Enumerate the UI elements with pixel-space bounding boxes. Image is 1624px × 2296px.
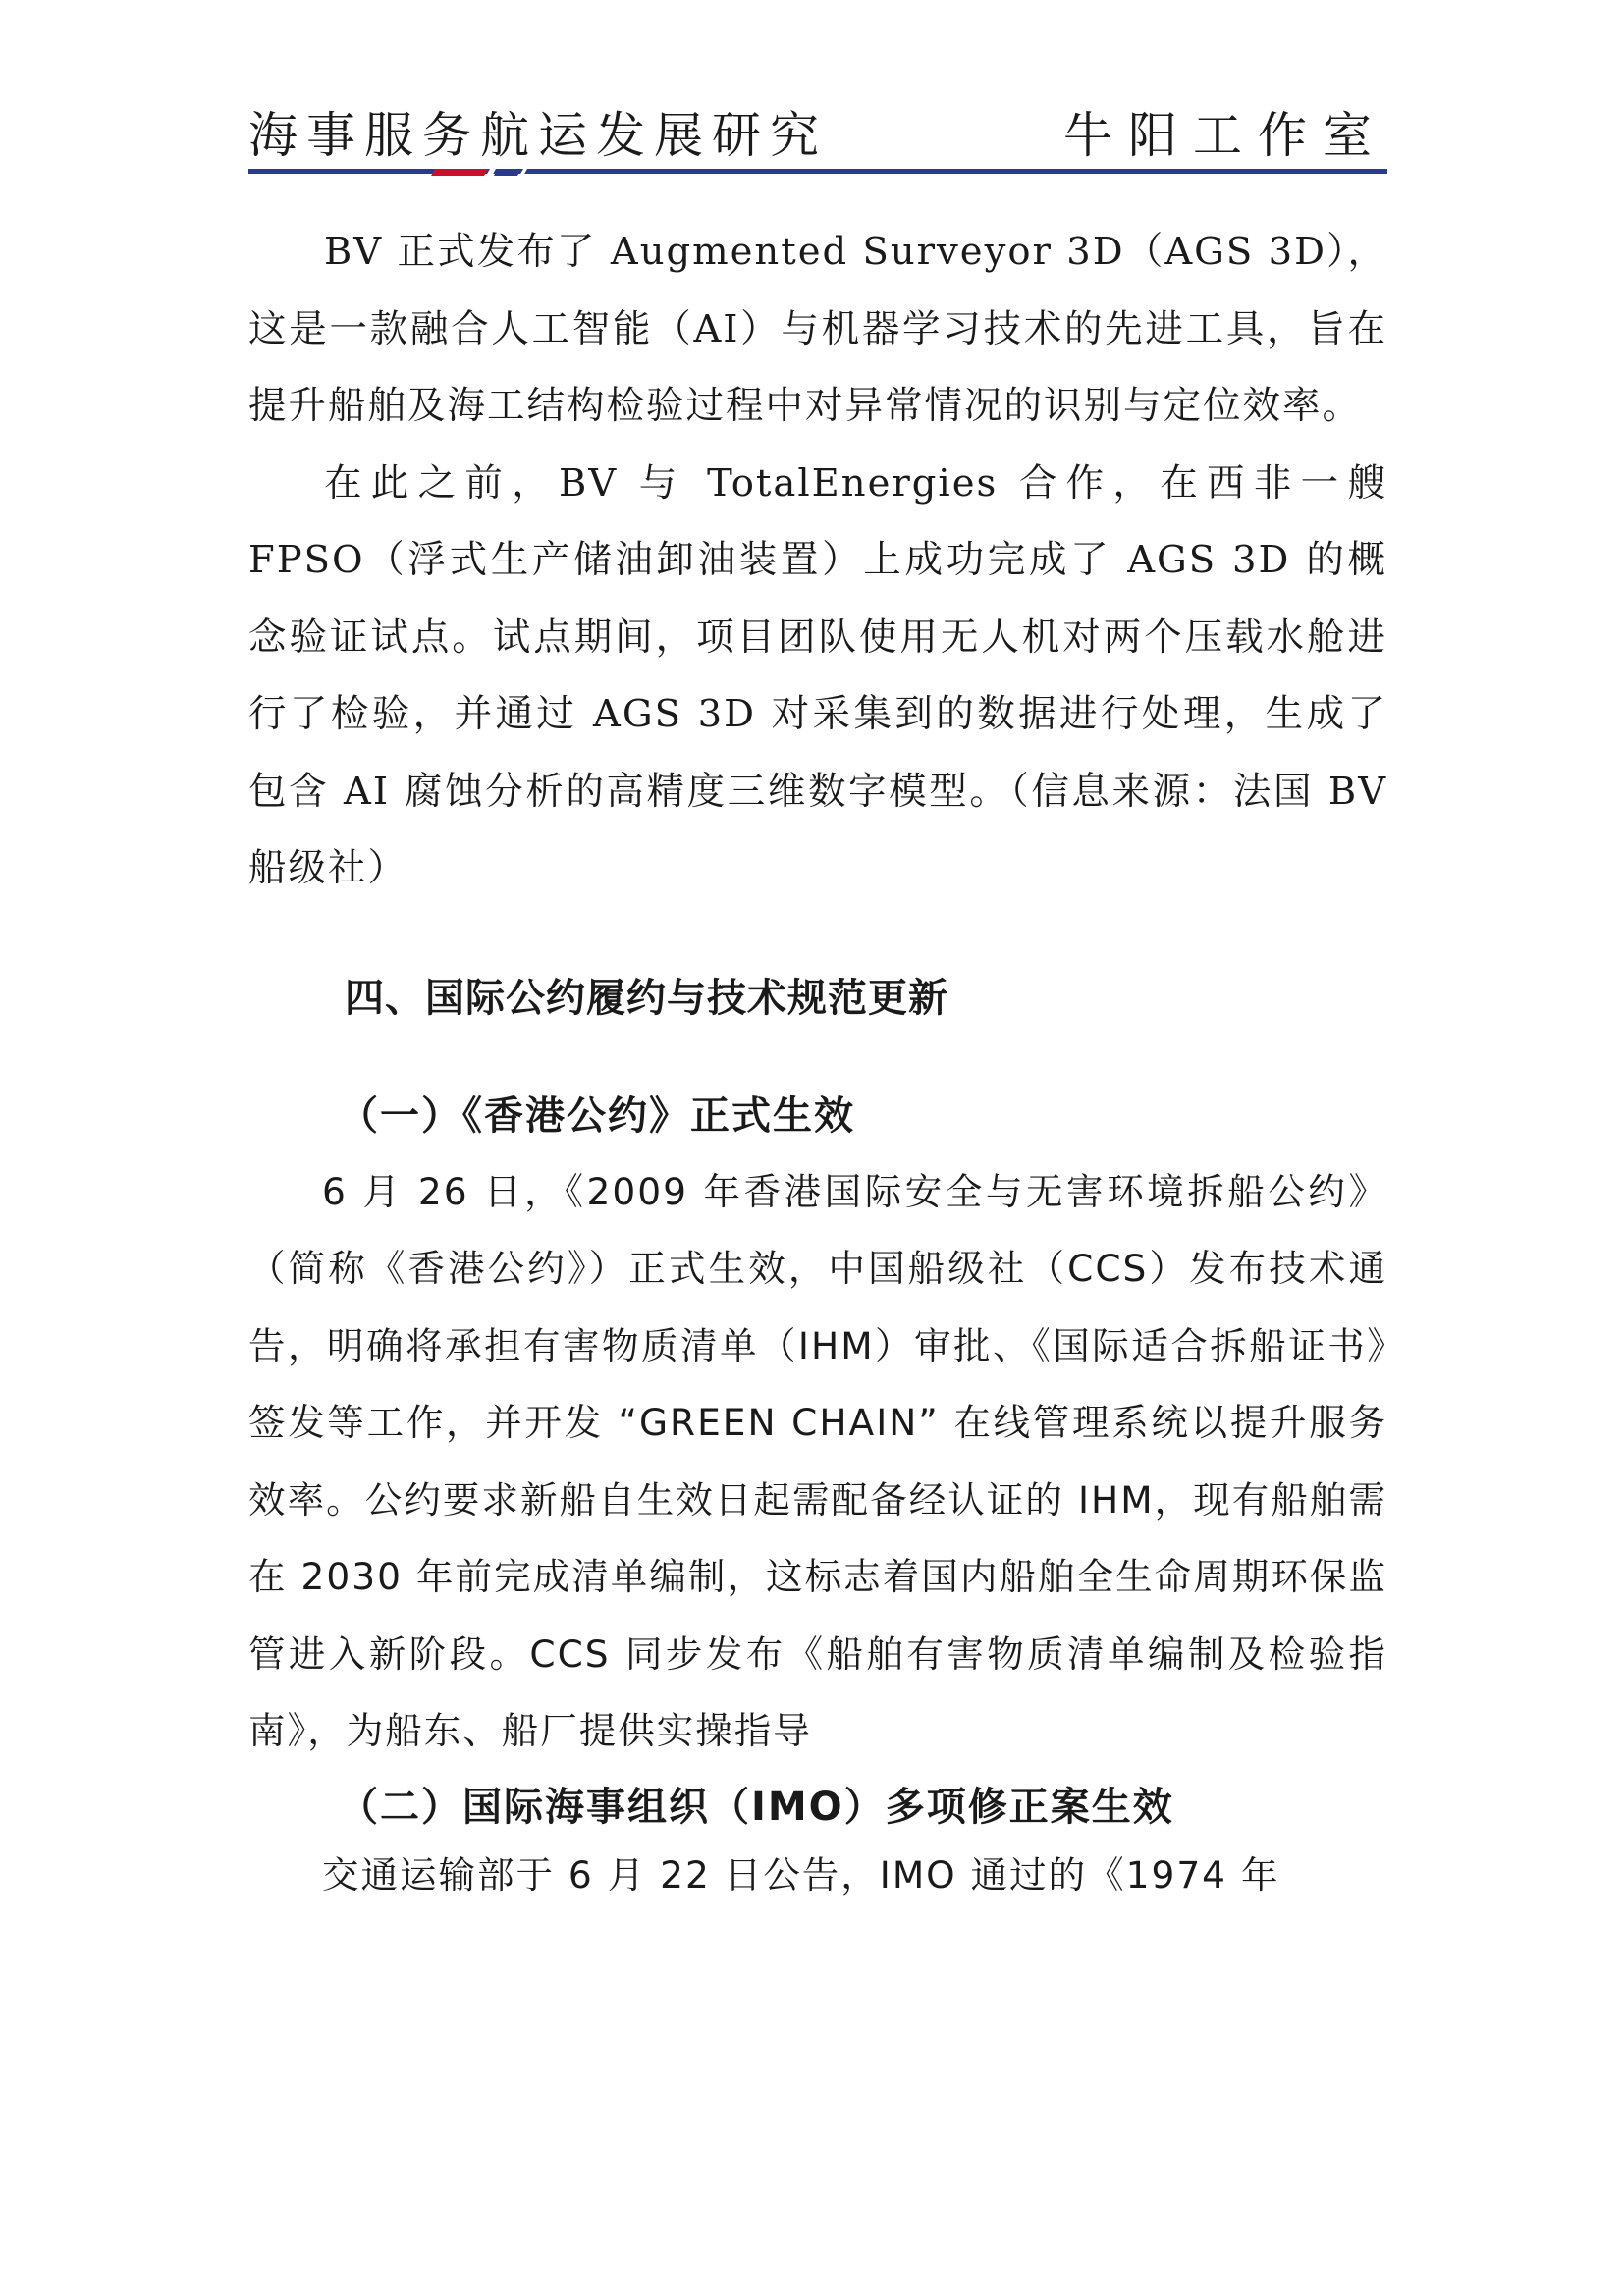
subsection-heading-hk-convention: （一）《香港公约》正式生效 bbox=[339, 1093, 855, 1139]
paragraph-ags3d-pilot: 在此之前，BV 与 TotalEnergies 合作，在西非一艘 FPSO（浮式生产储油卸油装置）上成功完成了 AGS 3D 的概念验证试点。试点期间，项目团队使用无人机对两个压载水舱进行了检验，并通过 AGS 3D 对采集到的数据进行处理，生成了包含 AI 腐蚀分析的高精度三维数字模型。（信息来源：法国 BV 船级社） bbox=[248, 460, 1387, 890]
header-rule-graphic bbox=[248, 169, 1387, 179]
paragraph-hk-convention: 6 月 26 日，《2009 年香港国际安全与无害环境拆船公约》（简称《香港公约》）正式生效，中国船级社（CCS）发布技术通告，明确将承担有害物质清单（IHM）审批、《国际适合拆船证书》签发等工作，并开发 “GREEN CHAIN” 在线管理系统以提升服务效率。公约要求新船自生效日起需配备经认证的 IHM，现有船舶需在 2030 年前完成清单编制，这标志着国内船舶全生命周期环保监管进入新阶段。CCS 同步发布《船舶有害物质清单编制及检验指南》，为船东、船厂提供实操指导 bbox=[248, 1169, 1387, 1752]
header-rule-blue-accent bbox=[494, 169, 521, 176]
paragraph-ags3d-release: BV 正式发布了 Augmented Surveyor 3D（AGS 3D），这是一款融合人工智能（AI）与机器学习技术的先进工具，旨在提升船舶及海工结构检验过程中对异常情况的识别与定位效率。 bbox=[248, 230, 1387, 428]
paragraph-imo-amendments: 交通运输部于 6 月 22 日公告，IMO 通过的《1974 年 bbox=[322, 1852, 1280, 1896]
header-rule-line bbox=[248, 169, 1387, 174]
header-studio: 牛阳工作室 bbox=[1063, 107, 1387, 164]
document-body bbox=[248, 214, 1387, 1913]
header-rule-red-accent bbox=[431, 169, 488, 176]
subsection-heading-imo-amendments: （二）国际海事组织（IMO）多项修正案生效 bbox=[339, 1784, 1174, 1830]
header-title: 海事服务航运发展研究 bbox=[248, 107, 828, 164]
header-rule bbox=[248, 169, 1387, 179]
page-header bbox=[248, 96, 1387, 165]
section-heading: 四、国际公约履约与技术规范更新 bbox=[345, 975, 948, 1021]
